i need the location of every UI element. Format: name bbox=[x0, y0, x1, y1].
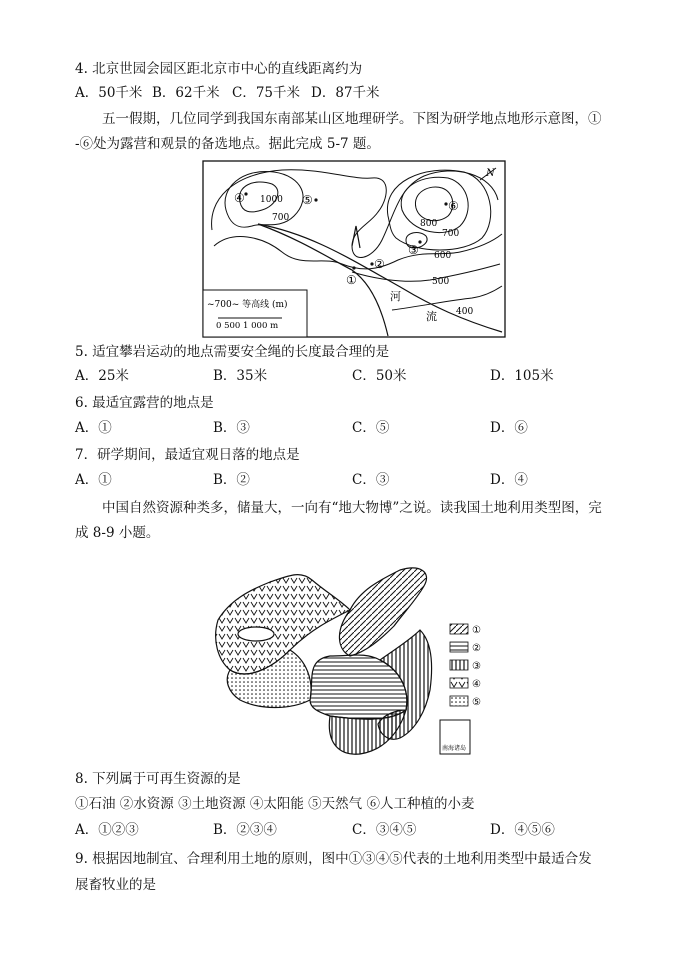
point-4: ④ bbox=[234, 191, 245, 205]
china-map-legend-swatches bbox=[450, 624, 468, 706]
q8-items: ①石油 ②水资源 ③土地资源 ④太阳能 ⑤天然气 ⑥人工种植的小麦 bbox=[75, 796, 475, 812]
point-5: ⑤ bbox=[302, 193, 313, 207]
q7-stem: 7．研学期间，最适宜观日落的地点是 bbox=[75, 447, 300, 463]
q7-option-a: A．① bbox=[75, 472, 112, 488]
q8-option-c: C．③④⑤ bbox=[352, 822, 417, 838]
point-2: ② bbox=[374, 257, 385, 271]
intro1-line2: -⑥处为露营和观景的备选地点。据此完成 5-7 题。 bbox=[75, 136, 380, 152]
intro1-line1: 五一假期，几位同学到我国东南部某山区地理研学。下图为研学地点地形示意图，① bbox=[102, 111, 602, 127]
q5-option-a: A．25米 bbox=[75, 368, 129, 384]
contour-label-600: 600 bbox=[434, 251, 452, 261]
contour-label-700-left: 700 bbox=[272, 213, 290, 223]
q5-option-c: C．50米 bbox=[352, 368, 407, 384]
q6-option-d: D．⑥ bbox=[490, 420, 528, 436]
q4-option-c: C．75千米 bbox=[232, 85, 301, 101]
china-legend-1: ① bbox=[472, 625, 481, 636]
q8-stem: 8. 下列属于可再生资源的是 bbox=[75, 771, 241, 787]
q7-option-d: D．④ bbox=[490, 472, 528, 488]
china-legend-5: ⑤ bbox=[472, 697, 481, 708]
topo-map bbox=[202, 160, 506, 338]
q6-stem: 6. 最适宜露营的地点是 bbox=[75, 395, 214, 411]
q8-option-a: A．①②③ bbox=[75, 822, 139, 838]
south-sea-inset-label: 南海诸岛 bbox=[442, 745, 467, 752]
q4-stem: 4. 北京世园会园区距北京市中心的直线距离约为 bbox=[75, 61, 363, 77]
contour-label-1000: 1000 bbox=[260, 195, 283, 205]
q6-option-a: A．① bbox=[75, 420, 112, 436]
q9-line2: 展畜牧业的是 bbox=[75, 877, 156, 893]
q8-option-b: B．②③④ bbox=[213, 822, 277, 838]
q8-option-d: D．④⑤⑥ bbox=[490, 822, 555, 838]
q9-line1: 9. 根据因地制宜、合理利用土地的原则，图中①③④⑤代表的土地利用类型中最适合发 bbox=[75, 851, 592, 867]
q4-option-b: B．62千米 bbox=[152, 85, 220, 101]
q6-option-b: B．③ bbox=[213, 420, 250, 436]
q4-option-a: A．50千米 bbox=[75, 85, 143, 101]
north-arrow-label: N bbox=[486, 168, 495, 179]
point-1: ① bbox=[346, 273, 357, 287]
topo-legend-contour: ~700~ 等高线 (m) bbox=[207, 300, 288, 310]
river-label-2: 流 bbox=[426, 310, 437, 323]
q7-option-b: B．② bbox=[213, 472, 250, 488]
river-label-1: 河 bbox=[390, 290, 401, 303]
contour-label-800: 800 bbox=[420, 219, 438, 229]
point-6: ⑥ bbox=[448, 199, 459, 213]
point-3: ③ bbox=[408, 243, 419, 257]
china-legend-4: ④ bbox=[472, 679, 481, 690]
contour-label-500: 500 bbox=[432, 277, 450, 287]
q5-option-b: B．35米 bbox=[213, 368, 268, 384]
q7-option-c: C．③ bbox=[352, 472, 390, 488]
q5-option-d: D．105米 bbox=[490, 368, 554, 384]
china-map-regions bbox=[216, 568, 432, 754]
q5-stem: 5. 适宜攀岩运动的地点需要安全绳的长度最合理的是 bbox=[75, 344, 390, 360]
contour-label-400: 400 bbox=[456, 307, 474, 317]
q4-option-d: D．87千米 bbox=[311, 85, 380, 101]
q6-option-c: C．⑤ bbox=[352, 420, 390, 436]
china-land-use-map bbox=[210, 560, 490, 760]
topo-legend-scale: 0 500 1 000 m bbox=[216, 321, 279, 331]
contour-label-700-right: 700 bbox=[442, 229, 460, 239]
intro2-line1: 中国自然资源种类多，储量大，一向有“地大物博”之说。读我国土地利用类型图，完 bbox=[102, 500, 602, 516]
intro2-line2: 成 8-9 小题。 bbox=[75, 525, 160, 541]
china-legend-3: ③ bbox=[472, 661, 481, 672]
china-legend-2: ② bbox=[472, 643, 481, 654]
